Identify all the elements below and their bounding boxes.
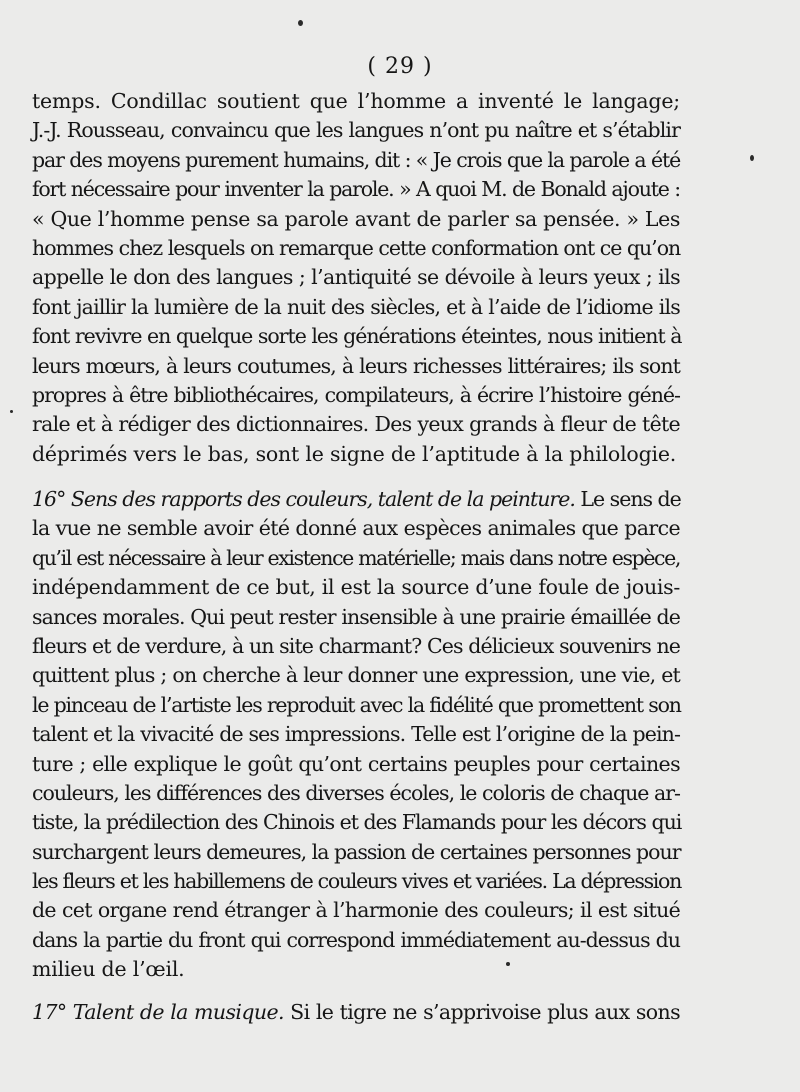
ink-speck [298,20,303,26]
ink-speck [10,410,13,413]
text-line: font revivre en quelque sorte les générations éteintes, nous initient à [32,324,682,349]
text-line: propres à être bibliothécaires, compilateurs, à écrire l’histoire géné- [32,382,680,407]
text-line: déprimés vers le bas, sont le signe de l’aptitude à la philologie. [32,441,677,466]
paragraph-painting [32,485,680,985]
paragraph-music [32,998,680,1027]
section-heading-line [32,485,680,514]
text-line: appelle le don des langues ; l’antiquité se dévoile à leurs yeux ; ils [32,265,680,290]
text-line: de cet organe rend étranger à l’harmonie des couleurs; il est situé [32,898,680,923]
text-line: « Que l’homme pense sa parole avant de parler sa pensée. » Les [32,206,680,231]
text-line: le pinceau de l’artiste les reproduit avec la fidélité que promettent son [32,692,681,717]
heading-continuation: Le sens de [574,487,681,511]
section-heading-16: 16° Sens des rapports des couleurs, talent de la peinture. [32,487,575,511]
text-line: la vue ne semble avoir été donné aux espèces animales que parce [32,516,680,541]
text-line: talent et la vivacité de ses impressions. Telle est l’origine de la pein- [32,722,680,747]
text-line: hommes chez lesquels on remarque cette conformation ont ce qu’on [32,235,681,260]
page-number: ( 29 ) [367,54,433,79]
text-line: J.-J. Rousseau, convaincu que les langues n’ont pu naître et s’établir [32,118,680,143]
text-line: milieu de l’œil. [32,957,185,982]
text-line: les fleurs et les habillemens de couleurs vives et variées. La dépression [32,869,681,894]
text-line: indépendamment de ce but, il est la source d’une foule de jouis- [32,575,680,600]
paragraph-philology [32,87,680,469]
text-line: par des moyens purement humains, dit : « Je crois que la parole a été [32,147,681,172]
text-line: tiste, la prédilection des Chinois et des Flamands pour les décors qui [32,810,682,835]
text-line: qu’il est nécessaire à leur existence matérielle; mais dans notre espèce, [32,545,680,570]
text-line: fleurs et de verdure, à un site charmant? Ces délicieux souvenirs ne [32,633,680,658]
ink-speck [750,155,754,161]
text-line: font jaillir la lumière de la nuit des siècles, et à l’aide de l’idiome ils [32,294,680,319]
text-line: ture ; elle explique le goût qu’ont certains peuples pour certaines [32,751,680,776]
text-line: couleurs, les différences des diverses écoles, le coloris de chaque ar- [32,780,680,805]
section-heading-17: 17° Talent de la musique. [32,1000,284,1024]
text-line: rale et à rédiger des dictionnaires. Des yeux grands à fleur de tête [32,412,680,437]
heading-continuation: Si le tigre ne s’apprivoise plus aux sons [283,1000,680,1024]
text-line: temps. Condillac soutient que l’homme a inventé le langage; [32,89,680,113]
text-line: surchargent leurs demeures, la passion de certaines personnes pour [32,839,681,864]
text-line: quittent plus ; on cherche à leur donner une expression, une vie, et [32,663,680,688]
text-line: sances morales. Qui peut rester insensible à une prairie émaillée de [32,604,680,629]
text-line: leurs mœurs, à leurs coutumes, à leurs richesses littéraires; ils sont [32,353,680,378]
text-line: fort nécessaire pour inventer la parole. » A quoi M. de Bonald ajoute : [32,177,680,202]
text-line: dans la partie du front qui correspond immédiatement au-dessus du [32,927,680,952]
section-heading-line [32,998,680,1027]
